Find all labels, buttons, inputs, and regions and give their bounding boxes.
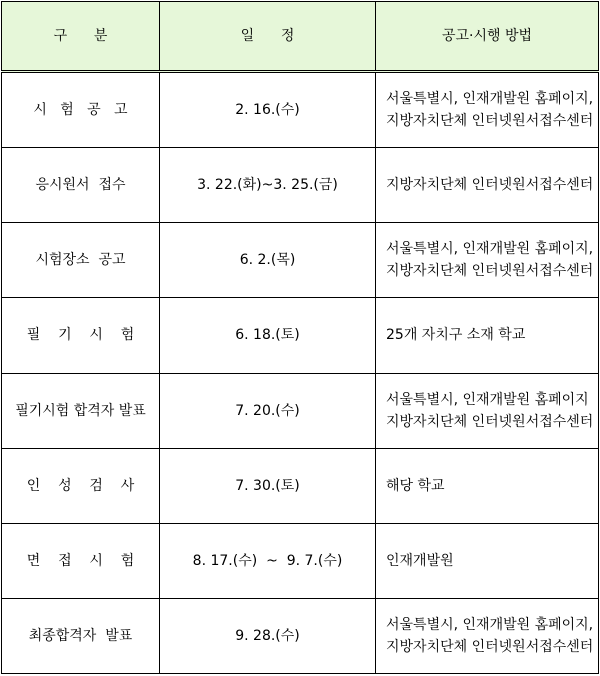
row-method (376, 598, 599, 673)
row-method (376, 448, 599, 523)
table-row (2, 148, 599, 223)
row-method (376, 298, 599, 373)
method-line: 해당 학교 (386, 477, 445, 494)
row-category: 인 성 검 사 (2, 448, 160, 523)
row-date: 6. 2.(목) (160, 223, 376, 298)
header-schedule: 일 정 (160, 2, 376, 72)
table-header-row (2, 2, 599, 72)
row-date: 9. 28.(수) (160, 598, 376, 673)
method-line: 서울특별시, 인재개발원 홈페이지 (386, 391, 589, 408)
row-category: 면 접 시 험 (2, 523, 160, 598)
row-date: 8. 17.(수) ~ 9. 7.(수) (160, 523, 376, 598)
row-category: 시험장소 공고 (2, 223, 160, 298)
row-method (376, 148, 599, 223)
method-line: 지방자치단체 인터넷원서접수센터 (386, 413, 594, 430)
table-row (2, 448, 599, 523)
header-category: 구 분 (2, 2, 160, 72)
method-line: 지방자치단체 인터넷원서접수센터 (386, 263, 594, 280)
schedule-table (1, 1, 599, 674)
row-category: 필 기 시 험 (2, 298, 160, 373)
row-category: 최종합격자 발표 (2, 598, 160, 673)
row-category: 응시원서 접수 (2, 148, 160, 223)
method-line: 지방자치단체 인터넷원서접수센터 (386, 113, 594, 130)
row-category: 시 험 공 고 (2, 72, 160, 148)
table-row (2, 598, 599, 673)
method-line: 인재개발원 (386, 552, 454, 569)
method-line: 지방자치단체 인터넷원서접수센터 (386, 638, 594, 655)
method-line: 지방자치단체 인터넷원서접수센터 (386, 177, 594, 194)
method-line: 25개 자치구 소재 학교 (386, 327, 526, 344)
table-row (2, 298, 599, 373)
table-row (2, 373, 599, 448)
row-method (376, 373, 599, 448)
row-date: 7. 20.(수) (160, 373, 376, 448)
row-date: 3. 22.(화)~3. 25.(금) (160, 148, 376, 223)
row-date: 2. 16.(수) (160, 72, 376, 148)
row-method (376, 223, 599, 298)
table-row (2, 223, 599, 298)
row-method (376, 523, 599, 598)
method-line: 서울특별시, 인재개발원 홈페이지, (386, 616, 594, 633)
method-line: 서울특별시, 인재개발원 홈페이지, (386, 91, 594, 108)
row-method (376, 72, 599, 148)
header-method: 공고·시행 방법 (376, 2, 599, 72)
row-category: 필기시험 합격자 발표 (2, 373, 160, 448)
method-line: 서울특별시, 인재개발원 홈페이지, (386, 241, 594, 258)
table-row (2, 523, 599, 598)
row-date: 6. 18.(토) (160, 298, 376, 373)
table-row (2, 72, 599, 148)
row-date: 7. 30.(토) (160, 448, 376, 523)
